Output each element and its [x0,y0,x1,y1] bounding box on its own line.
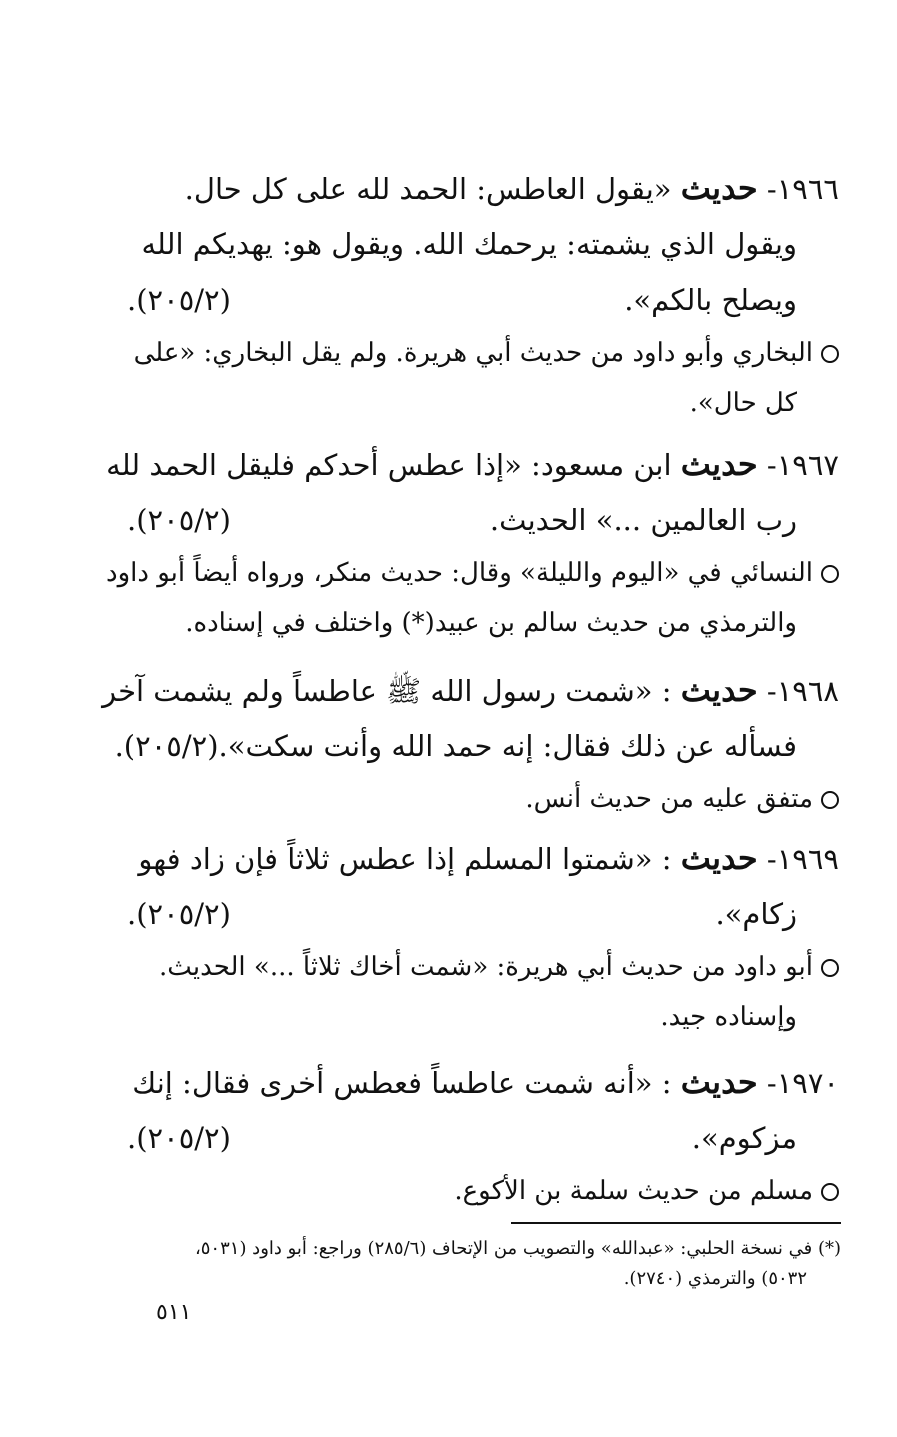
entry-text: : «شمت رسول الله ﷺ عاطساً ولم يشمت آخر [102,674,672,708]
volume-page-reference: (٢٠٥/٢). [127,1121,231,1155]
entry-line [127,216,839,272]
hadith-keyword: حديث [680,445,758,483]
takhrij-note [127,328,839,378]
entry-line [127,886,839,942]
entry-line [127,1110,839,1166]
entry-line [127,160,839,216]
footnote-line: ٥٠٣٢) والترمذي (٢٧٤٠). [623,1268,807,1289]
volume-page-reference: (٢٠٥/٢). [127,897,231,931]
takhrij-note [127,1166,839,1216]
circle-bullet-icon [821,345,839,363]
entry-line [127,1054,839,1110]
hadith-keyword: حديث [680,839,758,877]
hadith-keyword: حديث [680,671,758,709]
entry-number: ١٩٦٨- [766,674,839,708]
entry-number: ١٩٧٠- [766,1066,839,1100]
takhrij-note-continuation [127,992,839,1042]
note-text: أبو داود من حديث أبي هريرة: «شمت أخاك ثلاثاً ...» الحديث. [159,952,813,982]
takhrij-note [106,548,839,598]
note-text: وإسناده جيد. [660,1002,797,1032]
hadith-entry-1967 [106,436,839,648]
entry-number: ١٩٦٩- [766,842,839,876]
circle-bullet-icon [821,791,839,809]
note-text: متفق عليه من حديث أنس. [525,784,813,814]
entry-text: زكام». [715,897,797,931]
entry-text: ويقول الذي يشمته: يرحمك الله. ويقول هو: يهديكم الله [141,227,797,261]
circle-bullet-icon [821,565,839,583]
entry-text: ابن مسعود: «إذا عطس أحدكم فليقل الحمد لله [106,448,672,482]
entry-number: ١٩٦٦- [766,172,839,206]
hadith-keyword: حديث [680,169,758,207]
note-text: كل حال». [689,388,797,418]
entry-line [114,718,839,774]
entry-line [127,830,839,886]
hadith-entry-1966 [127,160,839,428]
note-text: والترمذي من حديث سالم بن عبيد(*) واختلف في إسناده. [185,608,797,638]
footnote-line: (*) في نسخة الحلبي: «عبدالله» والتصويب من الإتحاف (٢٨٥/٦) وراجع: أبو داود (٥٠٣١، [194,1238,841,1259]
entry-line [106,436,839,492]
circle-bullet-icon [821,1183,839,1201]
entry-text: مزكوم». [691,1121,797,1155]
page-number: ٥١١ [156,1300,192,1325]
hadith-entry-1969 [127,830,839,1042]
volume-page-reference: (٢٠٥/٢). [127,283,231,317]
entry-text: : «أنه شمت عاطساً فعطس أخرى فقال: إنك [132,1066,672,1100]
takhrij-note [127,942,839,992]
entry-line [127,272,839,328]
takhrij-note-continuation [127,598,839,648]
hadith-entry-1970 [127,1054,839,1216]
hadith-keyword: حديث [680,1063,758,1101]
note-text: مسلم من حديث سلمة بن الأكوع. [454,1176,813,1206]
hadith-entry-1968 [102,662,839,824]
entry-text: : «شمتوا المسلم إذا عطس ثلاثاً فإن زاد فهو [138,842,672,876]
note-text: البخاري وأبو داود من حديث أبي هريرة. ولم يقل البخاري: «على [133,338,813,368]
entry-line [127,492,839,548]
footnote-divider [511,1222,841,1224]
takhrij-note-continuation [127,378,839,428]
footnote [125,1234,841,1294]
entry-text: «يقول العاطس: الحمد لله على كل حال. [184,172,672,206]
entry-text: ويصلح بالكم». [624,283,797,317]
entry-text: فسأله عن ذلك فقال: إنه حمد الله وأنت سكت».(٢٠٥/٢). [114,729,797,763]
note-text: النسائي في «اليوم والليلة» وقال: حديث منكر، ورواه أيضاً أبو داود [106,558,813,588]
takhrij-note [127,774,839,824]
entry-text: رب العالمين ...» الحديث. [489,503,797,537]
circle-bullet-icon [821,959,839,977]
entry-line [102,662,839,718]
volume-page-reference: (٢٠٥/٢). [127,503,231,537]
entry-number: ١٩٦٧- [766,448,839,482]
